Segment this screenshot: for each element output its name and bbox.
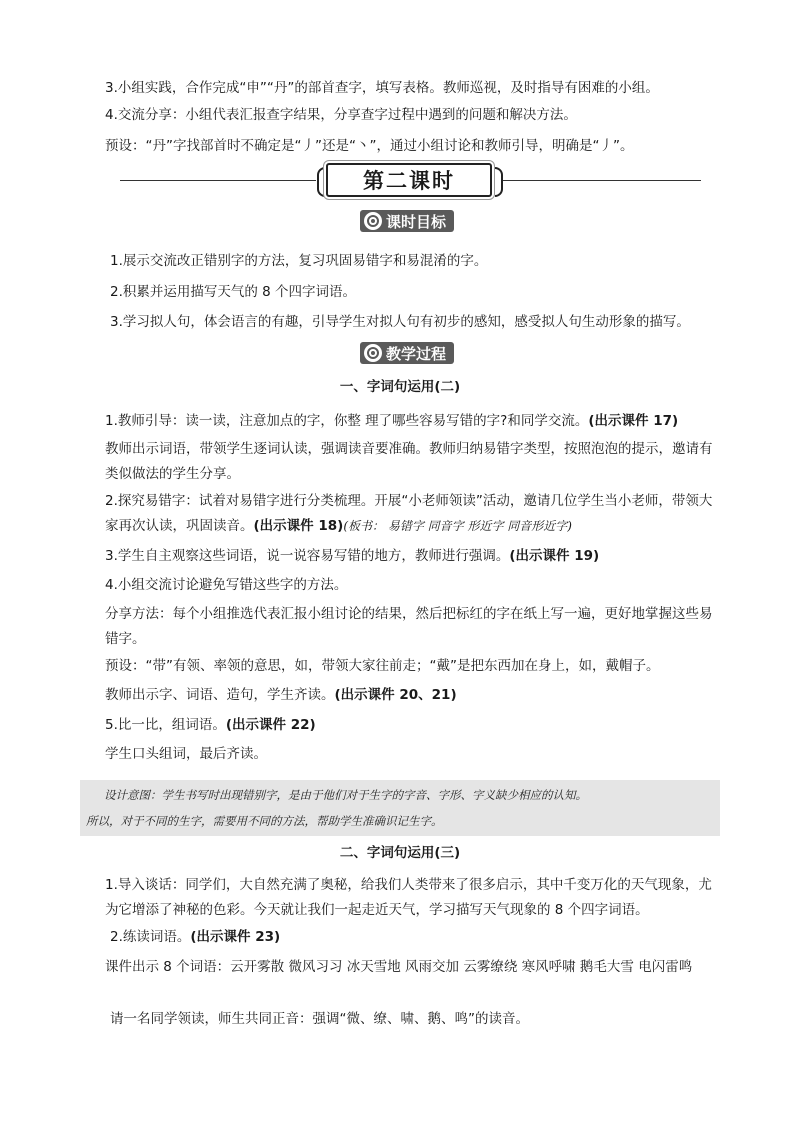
courseware-ref: (出示课件 17)	[588, 413, 679, 429]
step-1-4-show	[80, 682, 720, 708]
step-text: 2.练读词语。	[110, 929, 191, 945]
goals-heading-label: 课时目标	[386, 212, 447, 231]
top-paragraph-2: 4.交流分享：小组代表汇报查字结果，分享查字过程中遇到的问题和解决方法。	[105, 107, 577, 123]
step-1-2	[80, 489, 720, 539]
step-1-1	[80, 408, 720, 434]
step-text: 教师出示字、词语、造句，学生齐读。	[105, 687, 335, 703]
top-paragraph-3: 预设：“丹”字找部首时不确定是“丿”还是“丶”，通过小组讨论和教师引导，明确是“丿”。	[105, 138, 634, 154]
goal-item-3: 3.学习拟人句，体会语言的有趣，引导学生对拟人句有初步的感知，感受拟人句生动形象的描写。	[110, 314, 690, 330]
banner-right-rule	[503, 180, 701, 181]
step-2-2-read: 请一名同学领读，师生共同正音：强调“微、缭、啸、鹅、鸣”的读音。	[110, 1011, 529, 1027]
board-writing: (板书： 易错字 同音字 形近字 同音形近字)	[343, 519, 572, 533]
banner-left-cap	[317, 167, 325, 197]
design-intent-box	[80, 780, 720, 836]
process-heading-label: 教学过程	[386, 344, 447, 363]
banner-right-cap	[495, 167, 503, 197]
courseware-ref: (出示课件 19)	[509, 548, 600, 564]
process-heading	[360, 342, 454, 364]
banner-left-rule	[120, 180, 316, 181]
target-icon	[364, 344, 382, 362]
step-text: 5.比一比，组词语。	[105, 717, 226, 733]
step-1-5-after: 学生口头组词，最后齐读。	[105, 746, 267, 762]
design-intent-line-1: 设计意图：学生书写时出现错别字，是由于他们对于生字的字音、字形、字义缺少相应的认知。	[104, 788, 587, 802]
section-title-1: 一、字词句运用(二)	[339, 379, 461, 395]
step-1-1-detail: 教师出示词语，带领学生逐词认读，强调读音要准确。教师归纳易错字类型，按照泡泡的提示，邀请有类似做法的学生分享。	[105, 441, 713, 482]
step-text: 3.学生自主观察这些词语，说一说容易写错的地方，教师进行强调。	[105, 548, 510, 564]
step-1-3	[80, 543, 720, 569]
step-2-2	[80, 924, 720, 950]
design-intent-line-2: 所以，对于不同的生字，需要用不同的方法，帮助学生准确识记生字。	[86, 814, 443, 828]
step-1-4-share: 分享方法：每个小组推选代表汇报小组讨论的结果，然后把标红的字在纸上写一遍，更好地掌握这些易错字。	[105, 606, 713, 647]
courseware-ref: (出示课件 22)	[225, 717, 316, 733]
courseware-ref: (出示课件 18)	[253, 518, 344, 534]
step-2-1: 1.导入谈话：同学们，大自然充满了奥秘，给我们人类带来了很多启示，其中千变万化的天气现象，尤为它增添了神秘的色彩。今天就让我们一起走近天气，学习描写天气现象的 8 个四字词语。	[105, 877, 712, 918]
goals-heading	[360, 210, 454, 232]
goal-item-1: 1.展示交流改正错别字的方法，复习巩固易错字和易混淆的字。	[110, 253, 488, 269]
section-title-2: 二、字词句运用(三)	[339, 845, 461, 861]
step-1-5	[80, 712, 720, 738]
target-icon	[364, 212, 382, 230]
step-1-4-preset: 预设：“带”有领、率领的意思，如，带领大家往前走；“戴”是把东西加在身上，如，戴帽子。	[105, 658, 660, 674]
top-paragraph-1: 3.小组实践，合作完成“申”“丹”的部首查字，填写表格。教师巡视，及时指导有困难的小组。	[105, 80, 659, 96]
step-2-2-words: 课件出示 8 个词语：云开雾散 微风习习 冰天雪地 风雨交加 云雾缭绕 寒风呼啸 鹅毛大雪 电闪雷鸣	[105, 959, 693, 975]
lesson-banner: 第二课时	[326, 163, 492, 197]
courseware-ref: (出示课件 23)	[190, 929, 281, 945]
step-text: 1.教师引导：读一读，注意加点的字，你整 理了哪些容易写错的字?和同学交流。	[105, 413, 589, 429]
step-1-4: 4.小组交流讨论避免写错这些字的方法。	[105, 577, 348, 593]
goal-item-2: 2.积累并运用描写天气的 8 个四字词语。	[110, 284, 357, 300]
step-text: 2.探究易错字：试着对易错字进行分类梳理。开展“小老师领读”活动，邀请几位学生当小老师，带领大家再次认读，巩固读音。	[105, 493, 713, 534]
courseware-ref: (出示课件 20、21)	[334, 687, 457, 703]
